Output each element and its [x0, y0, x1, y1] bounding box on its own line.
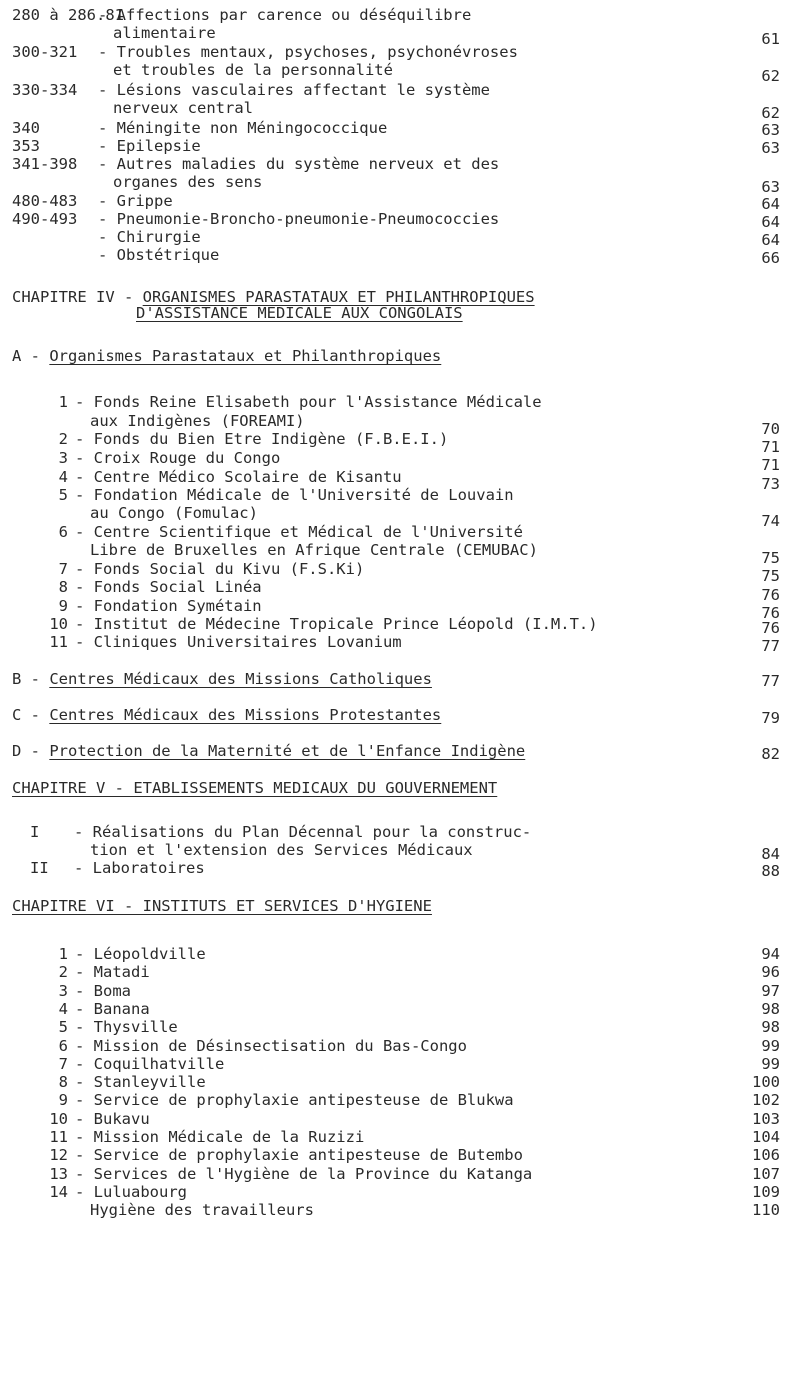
item-number: 11	[49, 1128, 68, 1146]
item-page: 104	[752, 1128, 780, 1146]
section-title: Protection de la Maternité et de l'Enfance Indigène	[49, 742, 526, 760]
chapter-title: CHAPITRE V - ETABLISSEMENTS MEDICAUX DU GOUVERNEMENT	[12, 779, 498, 797]
item-text: - Matadi	[75, 963, 150, 981]
section-page: 82	[761, 745, 780, 763]
toc-code: 480-483	[12, 192, 78, 210]
item-number: 8	[58, 1073, 68, 1091]
toc-entry: - Chirurgie	[98, 228, 201, 246]
item-page: 100	[752, 1073, 780, 1091]
toc-entry: - Pneumonie-Broncho-pneumonie-Pneumococcies	[98, 210, 500, 228]
toc-code: 330-334	[12, 81, 78, 99]
item-number: 6	[58, 523, 68, 541]
item-page: 76	[761, 619, 780, 637]
item-page: 76	[761, 604, 780, 622]
toc-page-number: 64	[761, 231, 780, 249]
item-page: 97	[761, 982, 780, 1000]
item-text: - Fonds Social Linéa	[75, 578, 262, 596]
toc-entry-cont: nerveux central	[113, 99, 253, 117]
item-page: 96	[761, 963, 780, 981]
item-page: 75	[761, 567, 780, 585]
item-text-cont: tion et l'extension des Services Médicaux	[90, 841, 473, 859]
item-text: - Luluabourg	[75, 1183, 187, 1201]
item-text: - Fonds Reine Elisabeth pour l'Assistance Médicale	[75, 393, 542, 411]
toc-entry: - Autres maladies du système nerveux et des	[98, 155, 500, 173]
item-number: 3	[58, 982, 68, 1000]
item-page: 94	[761, 945, 780, 963]
item-number: 4	[58, 1000, 68, 1018]
toc-page-number: 63	[761, 121, 780, 139]
item-text: - Services de l'Hygiène de la Province du Katanga	[75, 1165, 533, 1183]
section-title: Centres Médicaux des Missions Catholiques	[49, 670, 432, 688]
toc-entry: - Affections par carence ou déséquilibre	[98, 6, 472, 24]
toc-page-number: 64	[761, 195, 780, 213]
chapter-heading	[12, 897, 712, 915]
item-number: 11	[49, 633, 68, 651]
section-heading: B - Centres Médicaux des Missions Catholiques	[12, 670, 432, 688]
item-number: 9	[58, 597, 68, 615]
item-number: I	[30, 823, 40, 841]
chapter-heading	[12, 779, 712, 797]
item-page: 70	[761, 420, 780, 438]
item-page: 110	[752, 1201, 780, 1219]
item-number: 7	[58, 1055, 68, 1073]
item-text: - Léopoldville	[75, 945, 206, 963]
chapter-title: CHAPITRE VI - INSTITUTS ET SERVICES D'HYGIENE	[12, 897, 432, 915]
item-text: - Mission de Désinsectisation du Bas-Congo	[75, 1037, 467, 1055]
toc-code: 280 à 286.81	[12, 6, 124, 24]
toc-code: 341-398	[12, 155, 78, 173]
item-text: - Centre Scientifique et Médical de l'Université	[75, 523, 523, 541]
toc-code: 353	[12, 137, 40, 155]
item-text-cont: Libre de Bruxelles en Afrique Centrale (CEMUBAC)	[90, 541, 538, 559]
item-text: - Thysville	[75, 1018, 178, 1036]
item-number: 3	[58, 449, 68, 467]
item-text: - Mission Médicale de la Ruzizi	[75, 1128, 365, 1146]
item-text: - Croix Rouge du Congo	[75, 449, 281, 467]
item-page: 71	[761, 456, 780, 474]
item-text: - Laboratoires	[74, 859, 205, 877]
section-page: 79	[761, 709, 780, 727]
item-number: 4	[58, 468, 68, 486]
toc-code: 300-321	[12, 43, 78, 61]
item-page: 73	[761, 475, 780, 493]
toc-code: 490-493	[12, 210, 78, 228]
item-number: 12	[49, 1146, 68, 1164]
item-text: - Boma	[75, 982, 131, 1000]
item-page: 99	[761, 1055, 780, 1073]
chapter-title: ORGANISMES PARASTATAUX ET PHILANTHROPIQUES	[142, 288, 535, 306]
toc-page-number: 62	[761, 67, 780, 85]
item-number	[38, 1201, 68, 1219]
item-text: - Stanleyville	[75, 1073, 206, 1091]
section-heading: C - Centres Médicaux des Missions Protestantes	[12, 706, 442, 724]
item-text-cont: aux Indigènes (FOREAMI)	[90, 412, 305, 430]
item-text-cont: au Congo (Fomulac)	[90, 504, 258, 522]
item-number: 14	[49, 1183, 68, 1201]
item-page: 106	[752, 1146, 780, 1164]
item-text: Hygiène des travailleurs	[90, 1201, 314, 1219]
item-number: 10	[49, 615, 68, 633]
item-number: 13	[49, 1165, 68, 1183]
toc-entry-cont: organes des sens	[113, 173, 263, 191]
item-text: - Centre Médico Scolaire de Kisantu	[75, 468, 402, 486]
toc-entry: - Lésions vasculaires affectant le système	[98, 81, 490, 99]
item-text: - Service de prophylaxie antipesteuse de Butembo	[75, 1146, 523, 1164]
item-page: 84	[761, 845, 780, 863]
item-page: 76	[761, 586, 780, 604]
item-text: - Bukavu	[75, 1110, 150, 1128]
toc-entry: - Troubles mentaux, psychoses, psychonévroses	[98, 43, 518, 61]
item-text: - Fonds Social du Kivu (F.S.Ki)	[75, 560, 365, 578]
item-page: 102	[752, 1091, 780, 1109]
item-page: 71	[761, 438, 780, 456]
item-page: 75	[761, 549, 780, 567]
toc-entry: - Grippe	[98, 192, 173, 210]
chapter-title-cont: D'ASSISTANCE MEDICALE AUX CONGOLAIS	[136, 304, 463, 322]
section-title: Organismes Parastataux et Philanthropiques	[49, 347, 442, 365]
section-heading: D - Protection de la Maternité et de l'Enfance Indigène	[12, 742, 526, 760]
chapter-label: CHAPITRE IV -	[12, 288, 143, 306]
item-number: 10	[49, 1110, 68, 1128]
item-number: 6	[58, 1037, 68, 1055]
toc-page-number: 63	[761, 139, 780, 157]
item-text: - Cliniques Universitaires Lovanium	[75, 633, 402, 651]
item-number: 7	[58, 560, 68, 578]
item-page: 99	[761, 1037, 780, 1055]
item-text: - Banana	[75, 1000, 150, 1018]
item-page: 98	[761, 1018, 780, 1036]
section-page: 77	[761, 672, 780, 690]
item-page: 107	[752, 1165, 780, 1183]
item-number: 9	[58, 1091, 68, 1109]
item-text: - Service de prophylaxie antipesteuse de Blukwa	[75, 1091, 514, 1109]
item-text: - Réalisations du Plan Décennal pour la construc-	[74, 823, 532, 841]
toc-entry-cont: et troubles de la personnalité	[113, 61, 393, 79]
item-number: 5	[58, 1018, 68, 1036]
section-heading: A - Organismes Parastataux et Philanthropiques	[12, 347, 442, 365]
toc-entry: - Epilepsie	[98, 137, 201, 155]
toc-page-number: 61	[761, 30, 780, 48]
section-title: Centres Médicaux des Missions Protestantes	[49, 706, 442, 724]
item-text: - Coquilhatville	[75, 1055, 225, 1073]
item-page: 88	[761, 862, 780, 880]
item-text: - Fondation Médicale de l'Université de Louvain	[75, 486, 514, 504]
item-number: 2	[58, 963, 68, 981]
item-text: - Fonds du Bien Etre Indigène (F.B.E.I.)	[75, 430, 449, 448]
toc-code: 340	[12, 119, 40, 137]
item-number: 1	[58, 945, 68, 963]
toc-page-number: 62	[761, 104, 780, 122]
item-page: 74	[761, 512, 780, 530]
item-number: 2	[58, 430, 68, 448]
item-page: 103	[752, 1110, 780, 1128]
toc-page-number: 63	[761, 178, 780, 196]
item-text: - Institut de Médecine Tropicale Prince Léopold (I.M.T.)	[75, 615, 598, 633]
item-page: 77	[761, 637, 780, 655]
item-number: 5	[58, 486, 68, 504]
toc-entry: - Obstétrique	[98, 246, 220, 264]
toc-page-number: 66	[761, 249, 780, 267]
toc-entry-cont: alimentaire	[113, 24, 216, 42]
item-number: 1	[58, 393, 68, 411]
item-page: 98	[761, 1000, 780, 1018]
toc-page-number: 64	[761, 213, 780, 231]
item-text: - Fondation Symétain	[75, 597, 262, 615]
item-page: 109	[752, 1183, 780, 1201]
item-number: 8	[58, 578, 68, 596]
item-number: II	[30, 859, 49, 877]
toc-entry: - Méningite non Méningococcique	[98, 119, 388, 137]
